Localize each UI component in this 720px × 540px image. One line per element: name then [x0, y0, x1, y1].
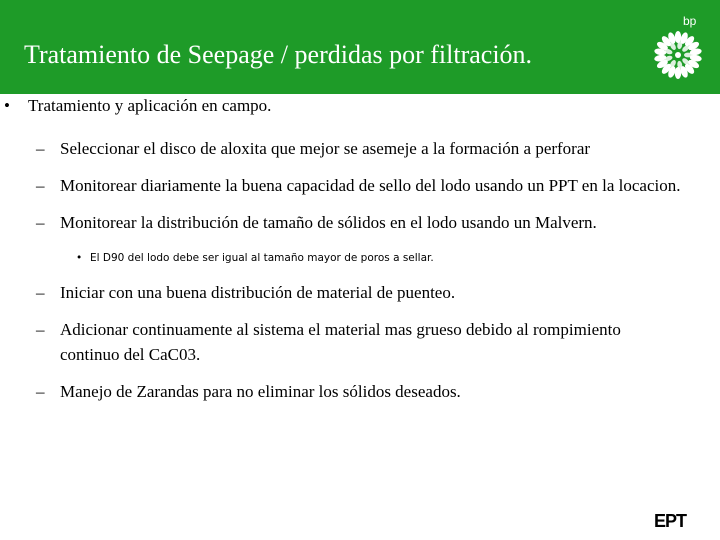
- sub-item: [36, 280, 700, 305]
- dash-icon: –: [36, 320, 45, 339]
- dash-icon: –: [36, 382, 45, 401]
- bullet-icon: •: [4, 96, 10, 115]
- sub-item-text: Seleccionar el disco de aloxita que mejor se asemeje a la formación a perforar: [60, 139, 591, 158]
- slide-title: Tratamiento de Seepage / perdidas por filtración.: [24, 40, 533, 69]
- sub-item-text: Monitorear diariamente la buena capacidad de sello del lodo usando un PPT en la locacion.: [60, 176, 681, 195]
- bullet-icon: •: [76, 252, 83, 264]
- nested-note: [76, 252, 434, 264]
- bp-helios-logo-icon: [653, 30, 703, 80]
- sub-item: [36, 210, 700, 235]
- sub-item-text: Adicionar continuamente al sistema el material mas grueso debido al rompimiento continuo del CaC03.: [60, 320, 621, 364]
- nested-note-text: El D90 del lodo debe ser igual al tamaño mayor de poros a sellar.: [90, 252, 434, 264]
- sub-item-text: Monitorear la distribución de tamaño de sólidos en el lodo usando un Malvern.: [60, 213, 597, 232]
- sub-item: [36, 136, 700, 161]
- dash-icon: –: [36, 213, 45, 232]
- sub-item: [36, 379, 700, 404]
- bp-wordmark: bp: [683, 14, 697, 28]
- ept-logo-text: EPT: [654, 511, 687, 531]
- sub-item: [36, 317, 650, 367]
- sub-item-text: Iniciar con una buena distribución de material de puenteo.: [60, 283, 456, 302]
- dash-icon: –: [36, 139, 45, 158]
- sub-item-text: Manejo de Zarandas para no eliminar los sólidos deseados.: [60, 382, 461, 401]
- bullet-item-main: [4, 96, 272, 116]
- ept-logo-icon: [654, 511, 700, 531]
- dash-icon: –: [36, 176, 45, 195]
- slide-header: [0, 0, 720, 94]
- dash-icon: –: [36, 283, 45, 302]
- sub-item: [36, 173, 700, 198]
- bullet-text: Tratamiento y aplicación en campo.: [28, 96, 272, 115]
